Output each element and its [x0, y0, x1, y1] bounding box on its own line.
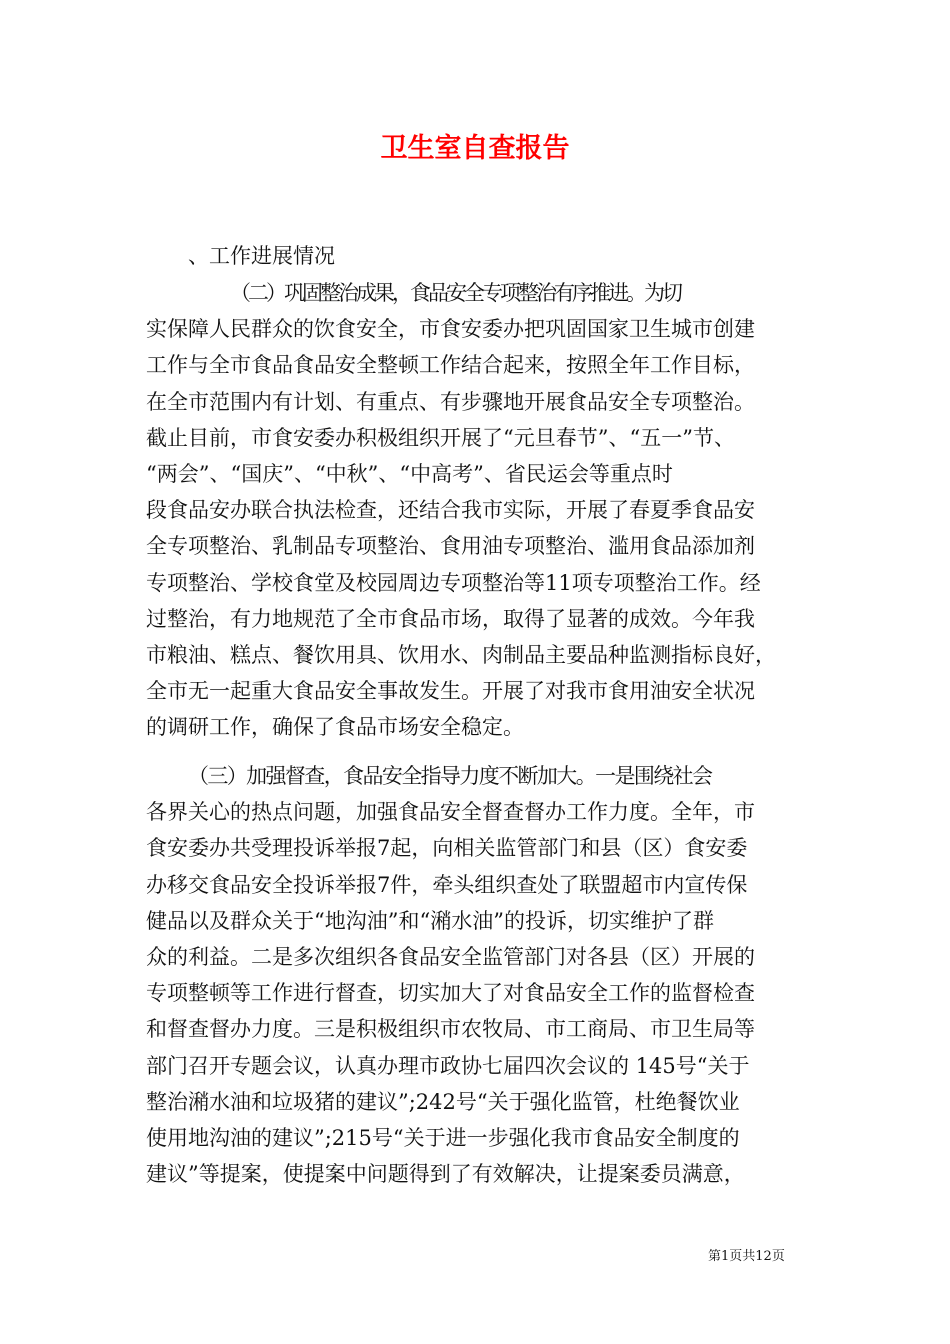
text-line: 的调研工作，确保了食品市场安全稳定。 — [146, 715, 524, 740]
text-line: 段食品安办联合执法检查，还结合我市实际，开展了春夏季食品安 — [146, 498, 755, 523]
text-line: 整治潲水油和垃圾猪的建议”;242号“关于强化监管，杜绝餐饮业 — [146, 1089, 740, 1114]
text-line: 众的利益。二是多次组织各食品安全监管部门对各县（区）开展的 — [146, 945, 755, 969]
text-line: 专项整顿等工作进行督查，切实加大了对食品安全工作的监督检查 — [146, 981, 755, 1006]
text-line: 办移交食品安全投诉举报7件，牵头组织查处了联盟超市内宣传保 — [146, 872, 748, 897]
text-line: 在全市范围内有计划、有重点、有步骤地开展食品安全专项整治。 — [146, 389, 755, 414]
text-line: 实保障人民群众的饮食安全，市食安委办把巩固国家卫生城市创建 — [146, 317, 755, 342]
text-line: 过整治，有力地规范了全市食品市场，取得了显著的成效。今年我 — [146, 606, 755, 631]
text-line: 食安委办共受理投诉举报7起，向相关监管部门和县（区）食安委 — [146, 836, 748, 861]
text-line: 各界关心的热点问题，加强食品安全督查督办工作力度。全年，市 — [146, 800, 755, 825]
page-title: 卫生室自查报告 — [380, 133, 570, 164]
text-line: “两会”、“国庆”、“中秋”、“中高考”、省民运会等重点时 — [146, 462, 673, 486]
text-line: 和督查督办力度。三是积极组织市农牧局、市工商局、市卫生局等 — [146, 1017, 755, 1042]
text-line: 全市无一起重大食品安全事故发生。开展了对我市食用油安全状况 — [146, 679, 755, 704]
text-line: 工作与全市食品食品安全整顿工作结合起来，按照全年工作目标， — [146, 353, 755, 378]
text-line: 建议”等提案，使提案中问题得到了有效解决，让提案委员满意， — [146, 1162, 745, 1187]
text-line: （二）巩固整治成果，食品安全专项整治有序推进。为切 — [230, 281, 680, 305]
section-heading: 、工作进展情况 — [188, 244, 335, 268]
text-line: 市粮油、糕点、餐饮用具、饮用水、肉制品主要品种监测指标良好， — [146, 643, 776, 667]
text-line: （三）加强督查，食品安全指导力度不断加大。一是围绕社会 — [188, 764, 712, 788]
text-line: 全专项整治、乳制品专项整治、食用油专项整治、滥用食品添加剂 — [146, 534, 755, 559]
text-line: 使用地沟油的建议”;215号“关于进一步强化我市食品安全制度的 — [146, 1126, 740, 1150]
text-line: 健品以及群众关于“地沟油”和“潲水油”的投诉，切实维护了群 — [146, 908, 714, 933]
page-footer: 第1页共12页 — [708, 1249, 785, 1264]
text-line: 部门召开专题会议，认真办理市政协七届四次会议的 145号“关于 — [146, 1053, 750, 1078]
text-line: 专项整治、学校食堂及校园周边专项整治等11项专项整治工作。经 — [146, 570, 761, 595]
text-line: 截止目前，市食安委办积极组织开展了“元旦春节”、“五一”节、 — [146, 425, 735, 450]
